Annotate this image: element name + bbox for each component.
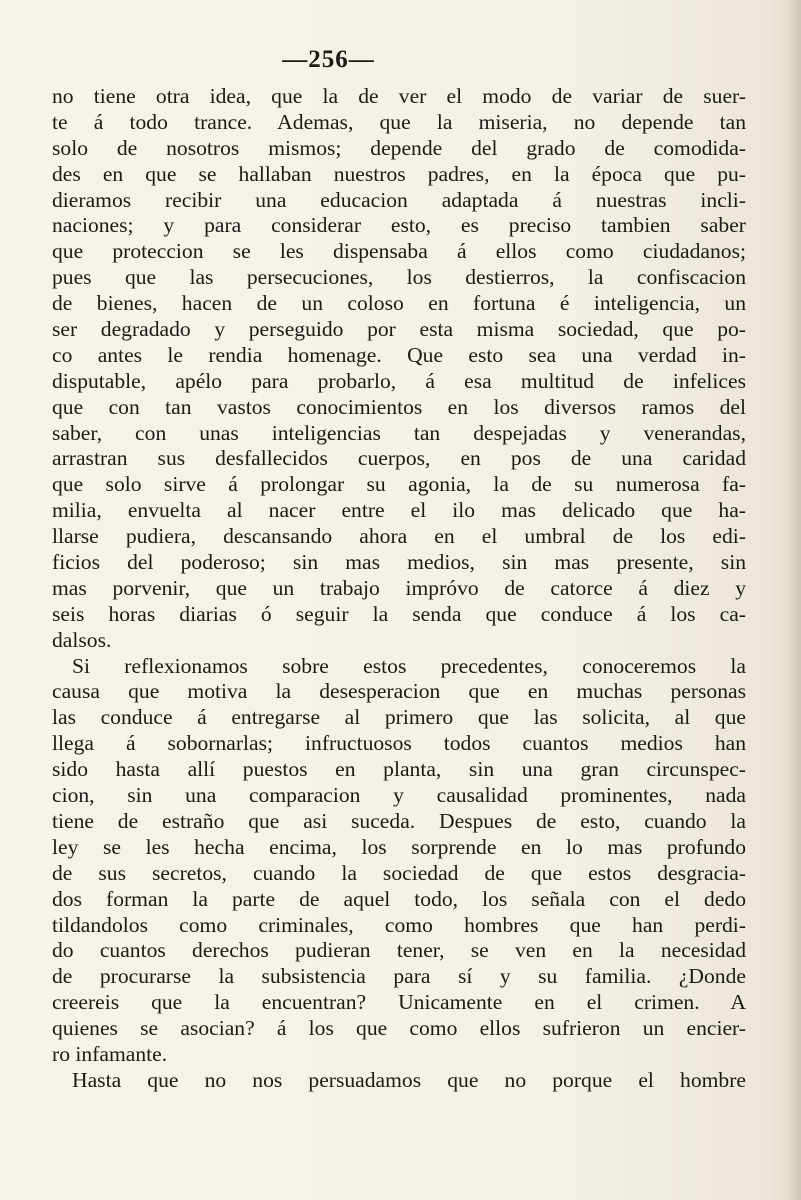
text-line: que con tan vastos conocimientos en los diversos ramos del	[52, 394, 746, 419]
text-line: no tiene otra idea, que la de ver el modo de variar de suer-	[52, 84, 746, 108]
text-line: que proteccion se les dispensaba á ellos como ciudadanos;	[52, 239, 746, 264]
text-line: des en que se hallaban nuestros padres, en la época que pu-	[52, 161, 746, 186]
text-line: dos forman la parte de aquel todo, los señala con el dedo	[52, 886, 746, 911]
text-line: dieramos recibir una educacion adaptada á nuestras incli-	[52, 187, 746, 212]
text-line: Hasta que no nos persuadamos que no porque el hombre	[72, 1067, 746, 1092]
text-line: mas porvenir, que un trabajo impróvo de catorce á diez y	[52, 575, 746, 600]
text-line: saber, con unas inteligencias tan despejadas y venerandas,	[52, 420, 746, 445]
body-text	[52, 84, 746, 1094]
text-line: seis horas diarias ó seguir la senda que conduce á los ca-	[52, 601, 746, 626]
text-line: Si reflexionamos sobre estos precedentes, conoceremos la	[72, 653, 746, 678]
text-line: arrastran sus desfallecidos cuerpos, en pos de una caridad	[52, 446, 746, 471]
text-line: solo de nosotros mismos; depende del grado de comodida-	[52, 135, 746, 160]
page-edge-shadow	[787, 0, 801, 1200]
text-line: quienes se asocian? á los que como ellos sufrieron un encier-	[52, 1016, 746, 1041]
text-line: de sus secretos, cuando la sociedad de que estos desgracia-	[52, 860, 746, 885]
text-line: creereis que la encuentran? Unicamente en el crimen. A	[52, 990, 746, 1015]
text-line: de procurarse la subsistencia para sí y su familia. ¿Donde	[52, 964, 746, 989]
text-line: tiene de estraño que asi suceda. Despues de esto, cuando la	[52, 808, 746, 833]
text-line: dalsos.	[52, 627, 112, 652]
page-number: —256—	[282, 46, 375, 73]
text-line: tildandolos como criminales, como hombres que han perdi-	[52, 912, 746, 937]
text-line: te á todo trance. Ademas, que la miseria, no depende tan	[52, 109, 746, 134]
text-line: ser degradado y perseguido por esta misma sociedad, que po-	[52, 317, 746, 342]
text-line: co antes le rendia homenage. Que esto sea una verdad in-	[52, 342, 746, 367]
text-line: disputable, apélo para probarlo, á esa multitud de infelices	[52, 368, 746, 393]
text-line: ley se les hecha encima, los sorprende en lo mas profundo	[52, 834, 746, 859]
text-line: ro infamante.	[52, 1041, 168, 1066]
text-line: de bienes, hacen de un coloso en fortuna é inteligencia, un	[52, 291, 746, 316]
text-line: do cuantos derechos pudieran tener, se ven en la necesidad	[52, 938, 746, 963]
text-line: naciones; y para considerar esto, es preciso tambien saber	[52, 213, 746, 238]
text-line: llarse pudiera, descansando ahora en el umbral de los edi-	[52, 524, 746, 549]
text-line: que solo sirve á prolongar su agonia, la de su numerosa fa-	[52, 472, 746, 497]
text-line: pues que las persecuciones, los destierros, la confiscacion	[52, 265, 746, 290]
text-line: milia, envuelta al nacer entre el ilo mas delicado que ha-	[52, 498, 746, 523]
text-line: cion, sin una comparacion y causalidad prominentes, nada	[52, 783, 746, 808]
text-line: sido hasta allí puestos en planta, sin una gran circunspec-	[52, 757, 746, 782]
text-line: causa que motiva la desesperacion que en muchas personas	[52, 679, 746, 704]
text-line: ficios del poderoso; sin mas medios, sin mas presente, sin	[52, 550, 746, 575]
text-line: las conduce á entregarse al primero que las solicita, al que	[52, 705, 746, 730]
text-line: llega á sobornarlas; infructuosos todos cuantos medios han	[52, 731, 746, 756]
